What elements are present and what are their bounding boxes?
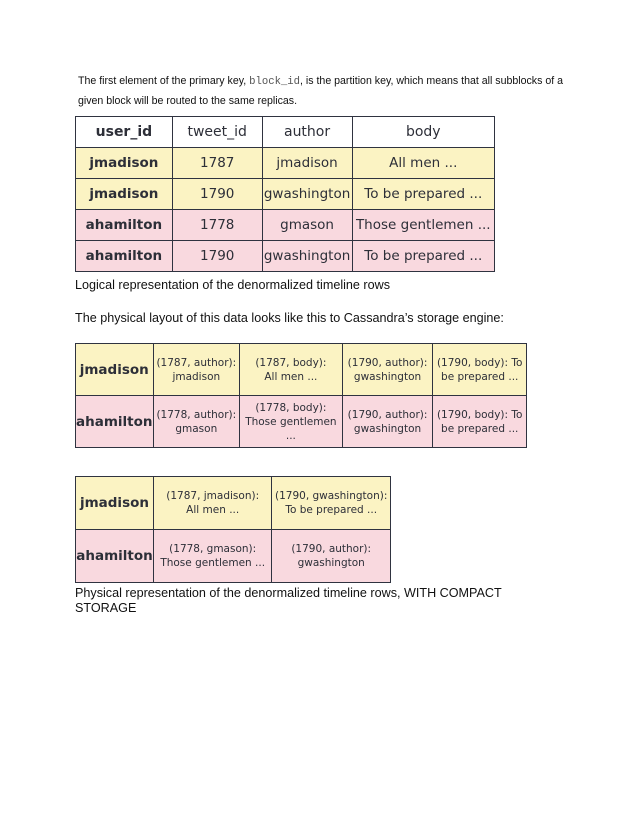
column-name: (1787, body):	[255, 356, 327, 369]
cell-tweet-id: 1790	[172, 241, 262, 272]
column-name: (1778, author):	[156, 408, 237, 421]
column-name: (1790, body): To	[436, 356, 523, 369]
table-row	[76, 530, 391, 583]
cell-body: Those gentlemen ...	[352, 210, 494, 241]
table-row	[76, 396, 527, 448]
column-cell	[272, 530, 391, 583]
header-tweet-id: tweet_id	[172, 117, 262, 148]
table-row	[76, 210, 495, 241]
table-row	[76, 241, 495, 272]
compact-table	[75, 476, 391, 583]
column-name: (1790, body): To	[436, 408, 523, 421]
column-value: be prepared ...	[441, 370, 519, 383]
column-value: To be prepared ...	[285, 504, 378, 516]
column-cell	[272, 477, 391, 530]
column-name: (1790, author):	[291, 543, 372, 555]
column-value: be prepared ...	[441, 422, 519, 435]
column-value: Those gentlemen ...	[160, 557, 266, 569]
column-value: gwashington	[297, 557, 365, 569]
column-cell	[153, 344, 240, 396]
column-cell	[240, 396, 343, 448]
cell-body: To be prepared ...	[352, 241, 494, 272]
column-name: (1790, author):	[347, 356, 428, 369]
cell-tweet-id: 1778	[172, 210, 262, 241]
cell-author: gmason	[262, 210, 352, 241]
column-cell	[153, 530, 271, 583]
column-cell	[433, 344, 527, 396]
cell-user-id: ahamilton	[76, 210, 173, 241]
table-header-row	[76, 117, 495, 148]
logical-table	[75, 116, 495, 272]
cell-body: All men ...	[352, 148, 494, 179]
paragraph-physical-layout: The physical layout of this data looks like this to Cassandra’s storage engine:	[75, 311, 504, 325]
cell-body: To be prepared ...	[352, 179, 494, 210]
column-name: (1778, gmason):	[169, 543, 257, 555]
row-key: ahamilton	[76, 530, 154, 583]
column-cell	[342, 396, 433, 448]
column-cell	[153, 396, 240, 448]
header-body: body	[352, 117, 494, 148]
column-name: (1790, gwashington):	[275, 490, 388, 502]
table-row	[76, 148, 495, 179]
table-row	[76, 344, 527, 396]
cell-user-id: jmadison	[76, 179, 173, 210]
cell-author: gwashington	[262, 241, 352, 272]
column-cell	[433, 396, 527, 448]
cell-user-id: ahamilton	[76, 241, 173, 272]
column-value: All men ...	[264, 370, 318, 383]
column-cell	[342, 344, 433, 396]
header-author: author	[262, 117, 352, 148]
column-name: (1790, author):	[347, 408, 428, 421]
column-value: Those gentlemen ...	[245, 415, 337, 442]
column-name: (1787, author):	[156, 356, 237, 369]
caption-compact: Physical representation of the denormalized timeline rows, WITH COMPACT STORAGE	[75, 586, 502, 615]
physical-table	[75, 343, 527, 448]
cell-tweet-id: 1787	[172, 148, 262, 179]
intro-code: block_id	[249, 76, 300, 88]
column-value: gmason	[175, 422, 218, 435]
row-key: jmadison	[76, 477, 154, 530]
cell-author: gwashington	[262, 179, 352, 210]
cell-author: jmadison	[262, 148, 352, 179]
intro-text-after: , is the partition key, which means that all subblocks of a given block will be routed to the same replicas.	[78, 75, 564, 107]
column-cell	[153, 477, 271, 530]
column-name: (1778, body):	[255, 401, 327, 414]
column-value: gwashington	[353, 370, 422, 383]
caption-logical: Logical representation of the denormalized timeline rows	[75, 278, 391, 292]
column-cell	[240, 344, 343, 396]
cell-tweet-id: 1790	[172, 179, 262, 210]
row-key: jmadison	[76, 344, 154, 396]
table-row	[76, 179, 495, 210]
table-row	[76, 477, 391, 530]
intro-paragraph	[78, 72, 578, 111]
intro-text-before: The first element of the primary key,	[78, 75, 250, 87]
header-user-id: user_id	[76, 117, 173, 148]
cell-user-id: jmadison	[76, 148, 173, 179]
column-name: (1787, jmadison):	[166, 490, 260, 502]
column-value: All men ...	[186, 504, 240, 516]
column-value: gwashington	[353, 422, 422, 435]
row-key: ahamilton	[76, 396, 154, 448]
column-value: jmadison	[172, 370, 221, 383]
